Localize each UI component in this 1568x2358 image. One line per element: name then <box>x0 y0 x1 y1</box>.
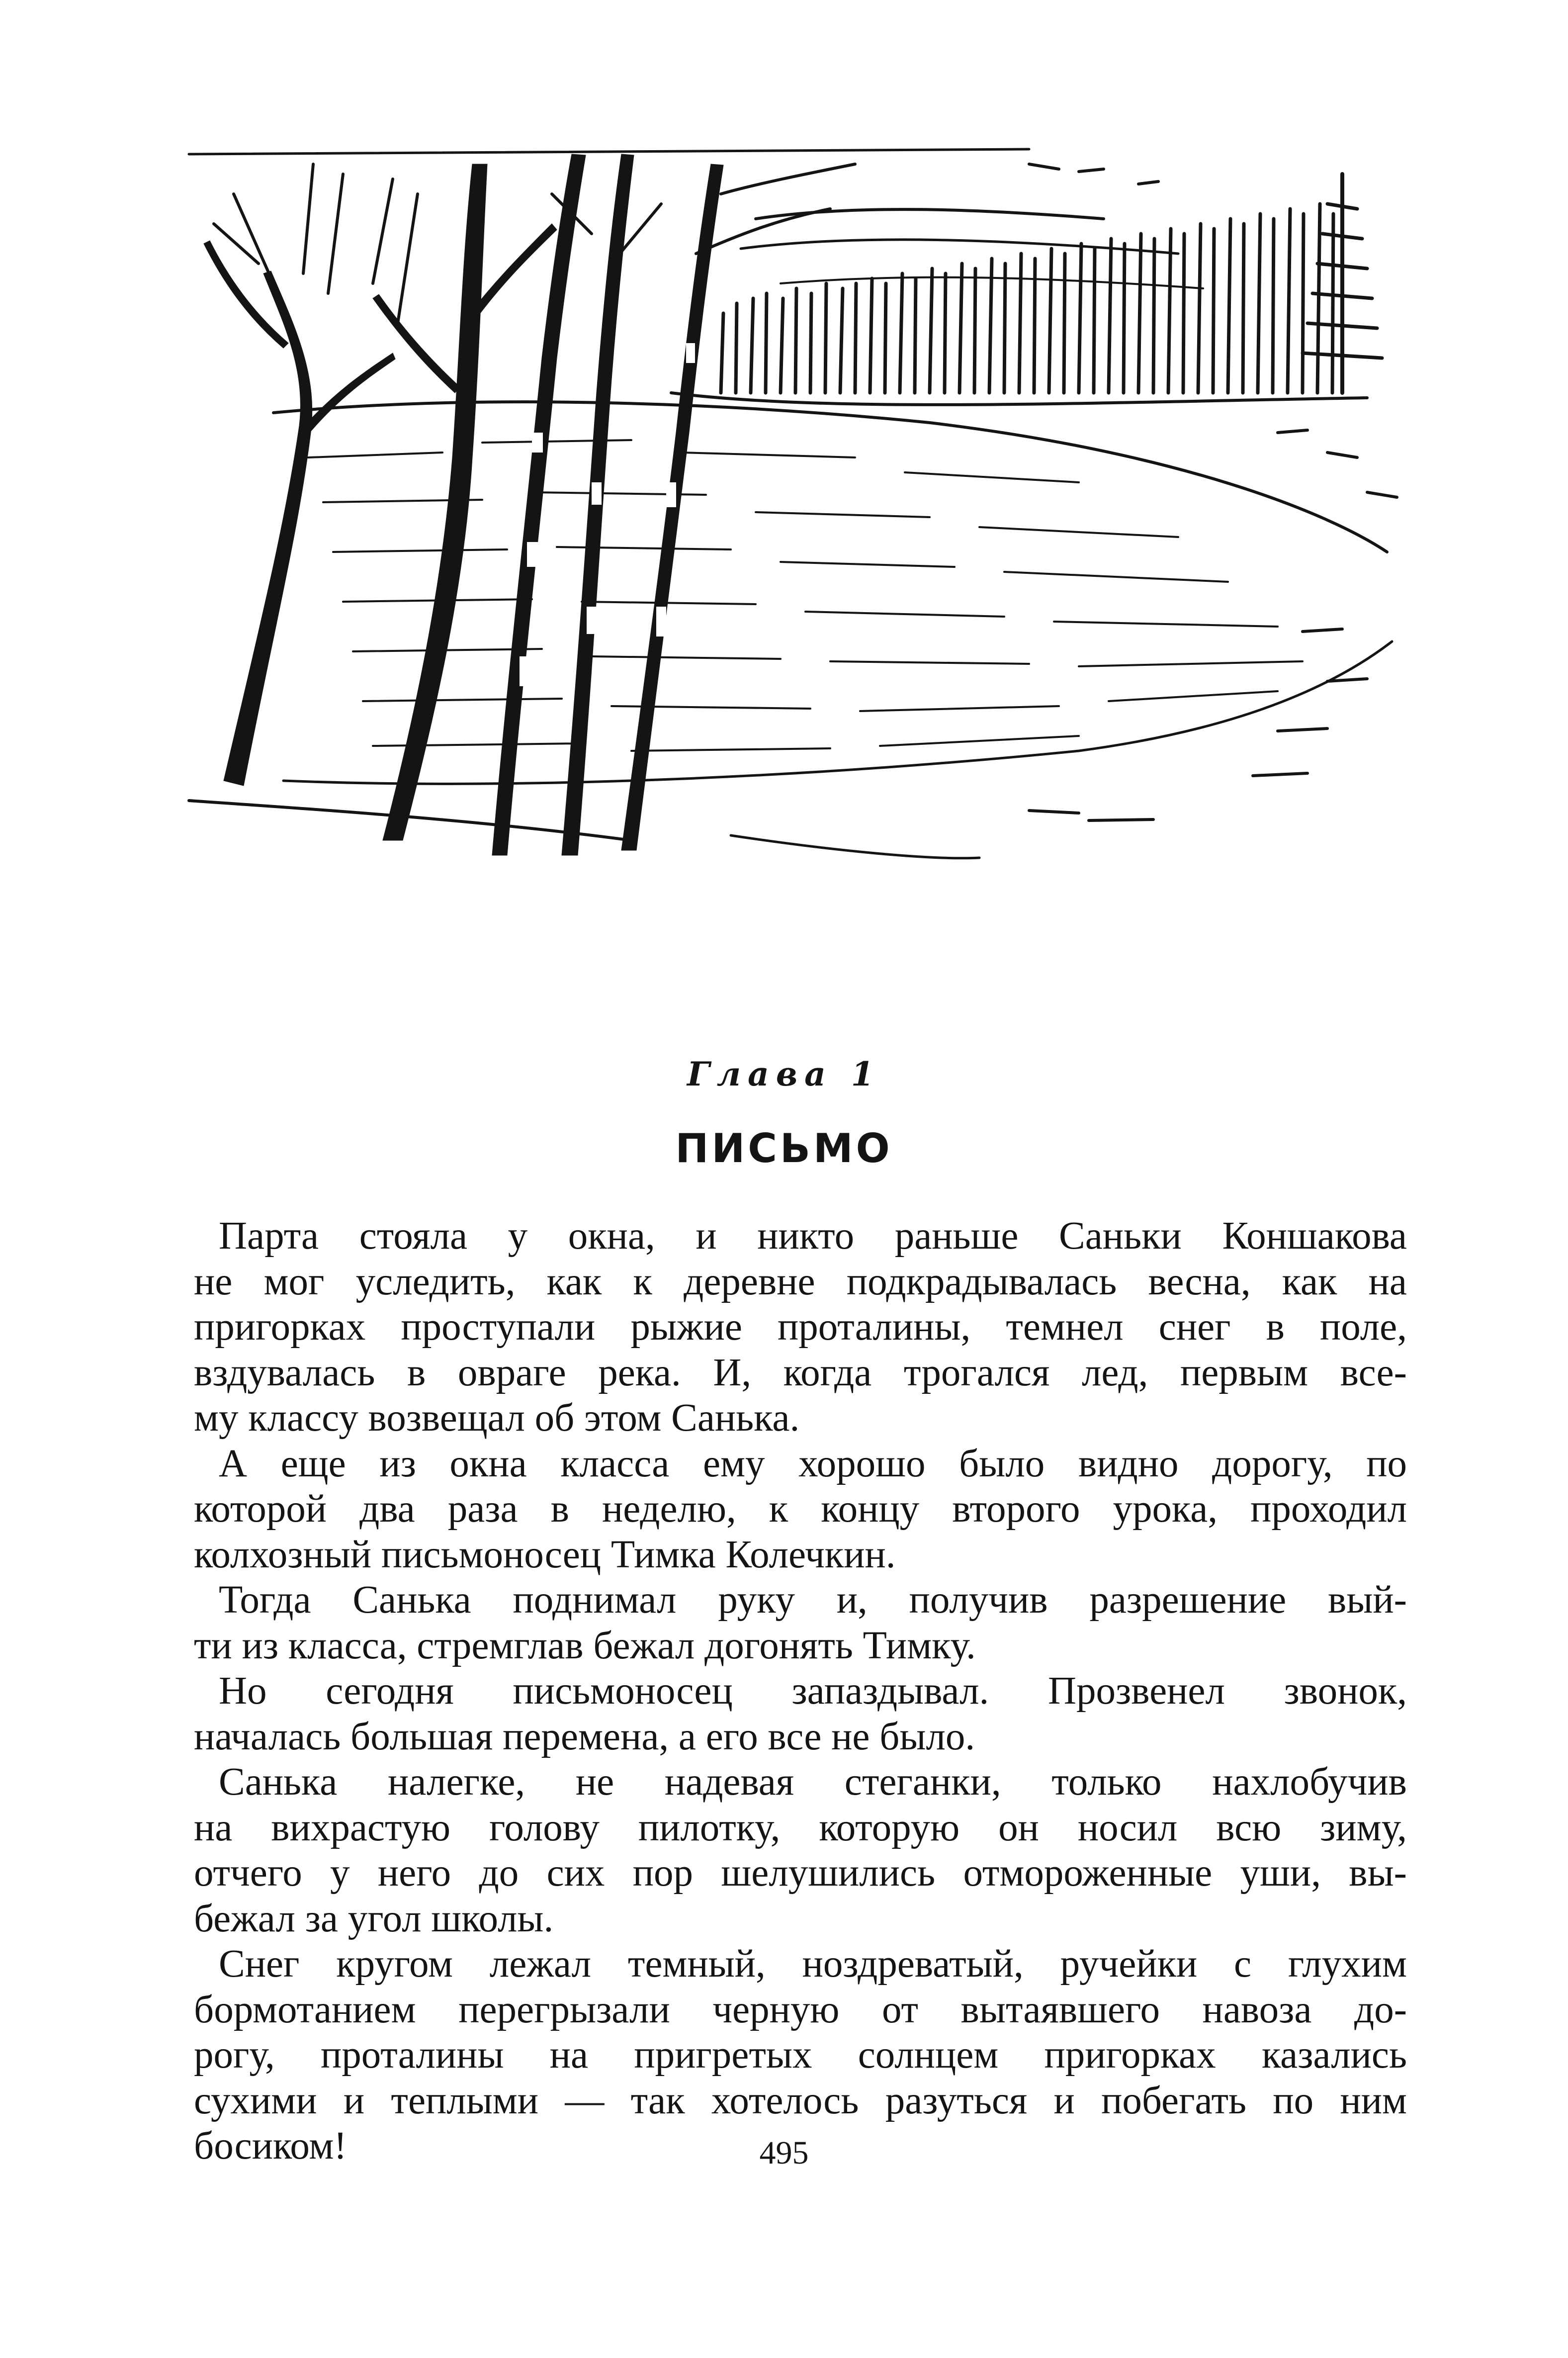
paragraph-1 <box>194 1213 1407 1441</box>
text-line: колхозный письмоносец Тимка Колечкин. <box>194 1533 896 1576</box>
text-line: пригорках проступали рыжие проталины, темнел снег в поле, <box>194 1305 1407 1349</box>
text-line: Снег кругом лежал темный, ноздреватый, ручейки с глухим <box>219 1942 1407 1986</box>
text-line: которой два раза в неделю, к концу второго урока, проходил <box>194 1487 1407 1531</box>
text-line: началась большая перемена, а его все не было. <box>194 1715 975 1758</box>
chapter-title: ПИСЬМО <box>675 1125 893 1172</box>
text-line: не мог уследить, как к деревне подкрадывалась весна, как на <box>194 1260 1407 1303</box>
text-line: вздувалась в овраге река. И, когда трогался лед, первым все- <box>194 1351 1407 1394</box>
text-line: отчего у него до сих пор шелушились отмороженные уши, вы- <box>194 1851 1407 1895</box>
text-line: Но сегодня письмоносец запаздывал. Прозвенел звонок, <box>219 1669 1407 1713</box>
river-landscape-illustration <box>184 134 1417 865</box>
chapter-label: Глава 1 <box>687 1055 881 1093</box>
text-line: ти из класса, стремглав бежал догонять Тимку. <box>194 1624 976 1667</box>
paragraph-5 <box>194 1759 1407 1941</box>
text-line: бормотанием перегрызали черную от вытаявшего навоза до- <box>194 1988 1407 2031</box>
text-line: А еще из окна класса ему хорошо было видно дорогу, по <box>219 1442 1407 1485</box>
text-line: бежал за угол школы. <box>194 1897 554 1940</box>
paragraph-3 <box>194 1577 1407 1668</box>
paragraph-2 <box>194 1441 1407 1578</box>
text-line: Санька налегке, не надевая стеганки, только нахлобучив <box>219 1760 1407 1804</box>
chapter-text <box>194 1213 1407 2169</box>
text-line: му классу возвещал об этом Санька. <box>194 1396 800 1440</box>
text-line: босиком! <box>194 2124 347 2168</box>
text-line: Парта стояла у окна, и никто раньше Саньки Коншакова <box>219 1214 1407 1258</box>
text-line: на вихрастую голову пилотку, которую он носил всю зиму, <box>194 1806 1407 1849</box>
page-number: 495 <box>759 2135 809 2171</box>
text-line: Тогда Санька поднимал руку и, получив разрешение вый- <box>219 1578 1407 1622</box>
text-line: рогу, проталины на пригретых солнцем пригорках казались <box>194 2033 1407 2077</box>
paragraph-4 <box>194 1668 1407 1759</box>
text-line: сухими и теплыми — так хотелось разуться и побегать по ним <box>194 2079 1407 2122</box>
